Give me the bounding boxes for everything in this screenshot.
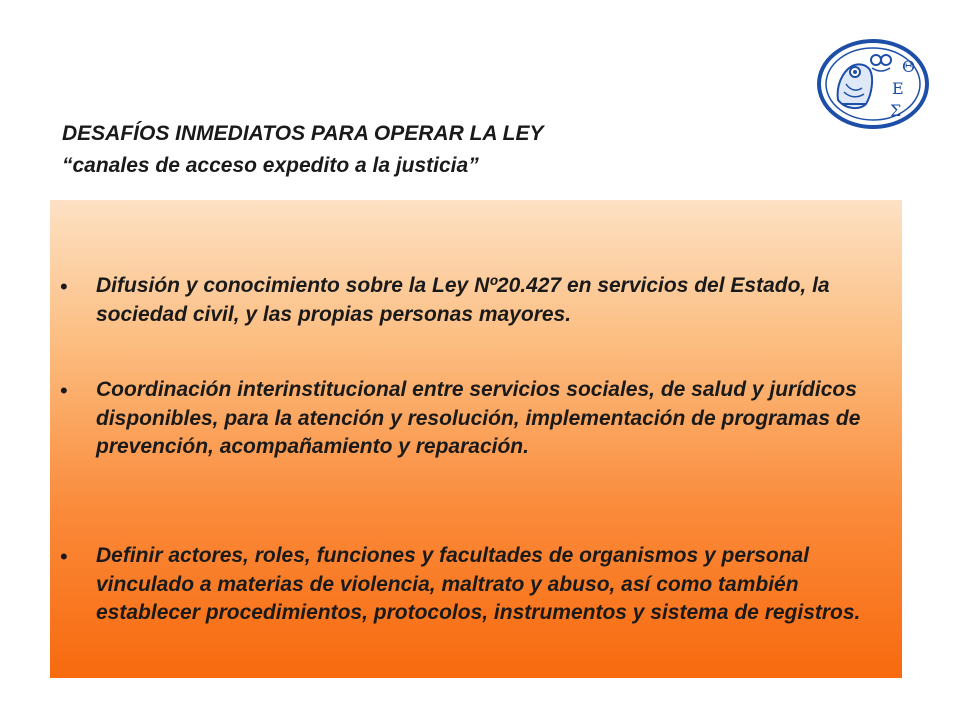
logo-letter-theta: Θ: [902, 57, 916, 76]
bullet-marker: •: [60, 274, 68, 299]
bullet-item: [60, 376, 900, 462]
bullet-marker: •: [60, 378, 68, 403]
logo-letter-sigma: Σ: [890, 101, 902, 120]
bullet-text: Coordinación interinstitucional entre servicios sociales, de salud y jurídicos disponibles, para la atención y resolución, implementación de programas de prevención, acompañamiento y reparación.: [96, 378, 861, 458]
bullet-item: [60, 542, 900, 628]
bullet-text: Difusión y conocimiento sobre la Ley Nº20.427 en servicios del Estado, la sociedad civil, y las propias personas mayores.: [96, 274, 830, 326]
bullet-text: Definir actores, roles, funciones y facultades de organismos y personal vinculado a materias de violencia, maltrato y abuso, así como también establecer procedimientos, protocolos, instrumentos y sistema de registros.: [96, 544, 861, 624]
bullet-item: [60, 272, 900, 329]
slide-title: DESAFÍOS INMEDIATOS PARA OPERAR LA LEY: [62, 122, 544, 145]
logo-letter-epsilon: Ε: [892, 79, 904, 98]
owl-seal-icon: [816, 38, 930, 130]
slide-heading: [62, 118, 543, 182]
bullet-marker: •: [60, 544, 68, 569]
owl-seal-logo: [816, 38, 930, 130]
slide-subtitle: “canales de acceso expedito a la justicia”: [62, 154, 479, 177]
content-panel: [50, 200, 902, 678]
